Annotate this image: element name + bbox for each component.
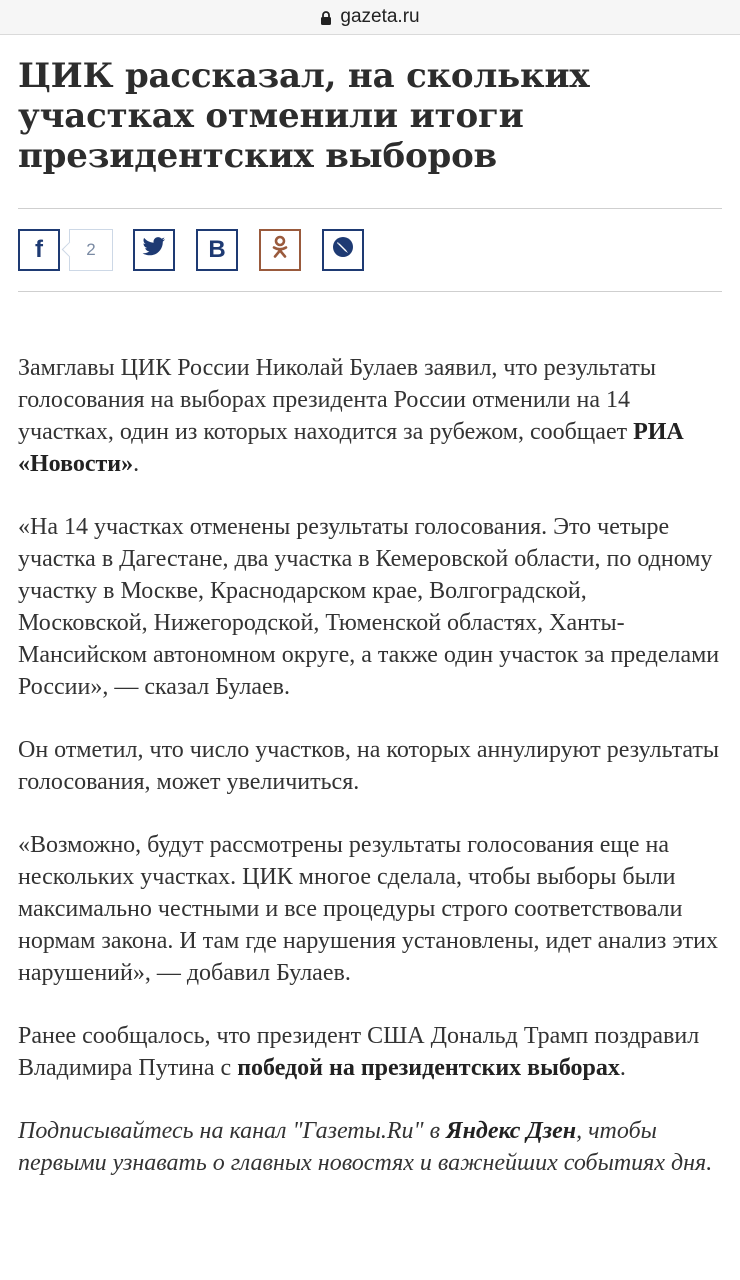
livejournal-icon	[331, 235, 355, 266]
browser-url-bar[interactable]	[0, 0, 740, 35]
share-bar	[18, 208, 722, 292]
odnoklassniki-share-button[interactable]	[259, 229, 301, 271]
twitter-icon	[142, 236, 166, 264]
article-paragraph: Ранее сообщалось, что президент США Дональд Трамп поздравил Владимира Путина с победой на президентских выборах.	[18, 1023, 700, 1081]
yandex-zen-link[interactable]: Яндекс Дзен	[446, 1118, 577, 1144]
vk-icon: B	[208, 236, 226, 263]
url-text: gazeta.ru	[340, 6, 420, 27]
article-paragraph: Он отметил, что число участков, на которых аннулируют результаты голосования, может увеличиться.	[18, 737, 720, 795]
facebook-share-count: 2	[69, 229, 113, 271]
lock-icon	[320, 9, 332, 23]
article-paragraph: «Возможно, будут рассмотрены результаты голосования еще на нескольких участках. ЦИК многое сделала, чтобы выборы были максимально честными и все процедуры строго соответствовали нормам закона. И там где нарушения установлены, идет анализ этих нарушений», — добавил Булаев.	[18, 832, 718, 986]
article-paragraph: Замглавы ЦИК России Николай Булаев заявил, что результаты голосования на выборах президента России отменили на 14 участках, один из которых находится за рубежом, сообщает РИА «Новости».	[18, 355, 684, 477]
article-paragraph: «На 14 участках отменены результаты голосования. Это четыре участка в Дагестане, два участка в Кемеровской области, по одному участку в Москве, Краснодарском крае, Волгоградской, Московской, Нижегородской, Тюменской областях, Ханты-Мансийском автономном округе, а также один участок за пределами России», — сказал Булаев.	[18, 514, 720, 700]
facebook-icon: f	[35, 236, 43, 263]
election-victory-link[interactable]: победой на президентских выборах	[237, 1055, 620, 1081]
article-headline: ЦИК рассказал, на скольких участках отменили итоги президентских выборов	[18, 56, 590, 176]
article-body	[18, 352, 722, 1179]
subscribe-paragraph: Подписывайтесь на канал "Газеты.Ru" в Яндекс Дзен, чтобы первыми узнавать о главных новостях и важнейших событиях дня.	[18, 1118, 713, 1176]
facebook-share-button[interactable]	[18, 229, 60, 271]
twitter-share-button[interactable]	[133, 229, 175, 271]
vk-share-button[interactable]	[196, 229, 238, 271]
article-container	[0, 56, 740, 1179]
livejournal-share-button[interactable]	[322, 229, 364, 271]
ria-novosti-link[interactable]: РИА «Новости»	[18, 419, 684, 477]
odnoklassniki-icon	[271, 235, 289, 266]
